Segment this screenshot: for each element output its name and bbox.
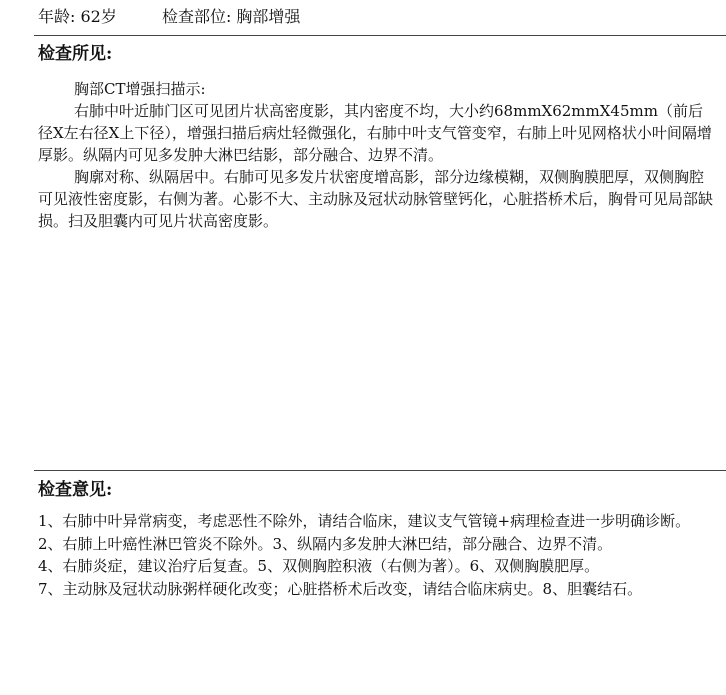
patient-header	[38, 4, 300, 30]
impression-item: 4、右肺炎症，建议治疗后复查。5、双侧胸腔积液（右侧为著）。6、双侧胸膜肥厚。	[38, 557, 600, 575]
impression-item: 7、主动脉及冠状动脉粥样硬化改变；心脏搭桥术后改变，请结合临床病史。8、胆囊结石。	[38, 579, 643, 598]
findings-paragraph: 右肺中叶近肺门区可见团片状高密度影，其内密度不均，大小约68mmX62mmX45mm（前后径X左右径X上下径），增强扫描后病灶轻微强化，右肺中叶支气管变窄，右肺上叶见网格状小叶间隔增厚影。纵隔内可见多发肿大淋巴结影，部分融合、边界不清。	[38, 102, 712, 164]
impression-title: 检查意见:	[38, 480, 113, 500]
patient-age: 年龄: 62岁	[38, 7, 117, 26]
exam-part: 检查部位: 胸部增强	[161, 7, 301, 26]
findings-paragraph: 胸部CT增强扫描示:	[74, 80, 206, 98]
findings-paragraph: 胸廓对称、纵隔居中。右肺可见多发片状密度增高影，部分边缘模糊，双侧胸膜肥厚，双侧胸腔可见液性密度影，右侧为著。心影不大、主动脉及冠状动脉管壁钙化，心脏搭桥术后，胸骨可见局部缺损。扫及胆囊内可见片状高密度影。	[38, 168, 714, 230]
section-divider	[34, 470, 726, 471]
header-divider	[34, 35, 726, 36]
findings-body	[38, 78, 716, 232]
findings-title: 检查所见:	[38, 44, 113, 64]
impression-item: 2、右肺上叶癌性淋巴管炎不除外。3、纵隔内多发肿大淋巴结，部分融合、边界不清。	[38, 534, 613, 553]
impression-item: 1、右肺中叶异常病变，考虑恶性不除外，请结合临床，建议支气管镜+病理检查进一步明确诊断。	[38, 512, 691, 530]
impression-body	[38, 510, 716, 600]
